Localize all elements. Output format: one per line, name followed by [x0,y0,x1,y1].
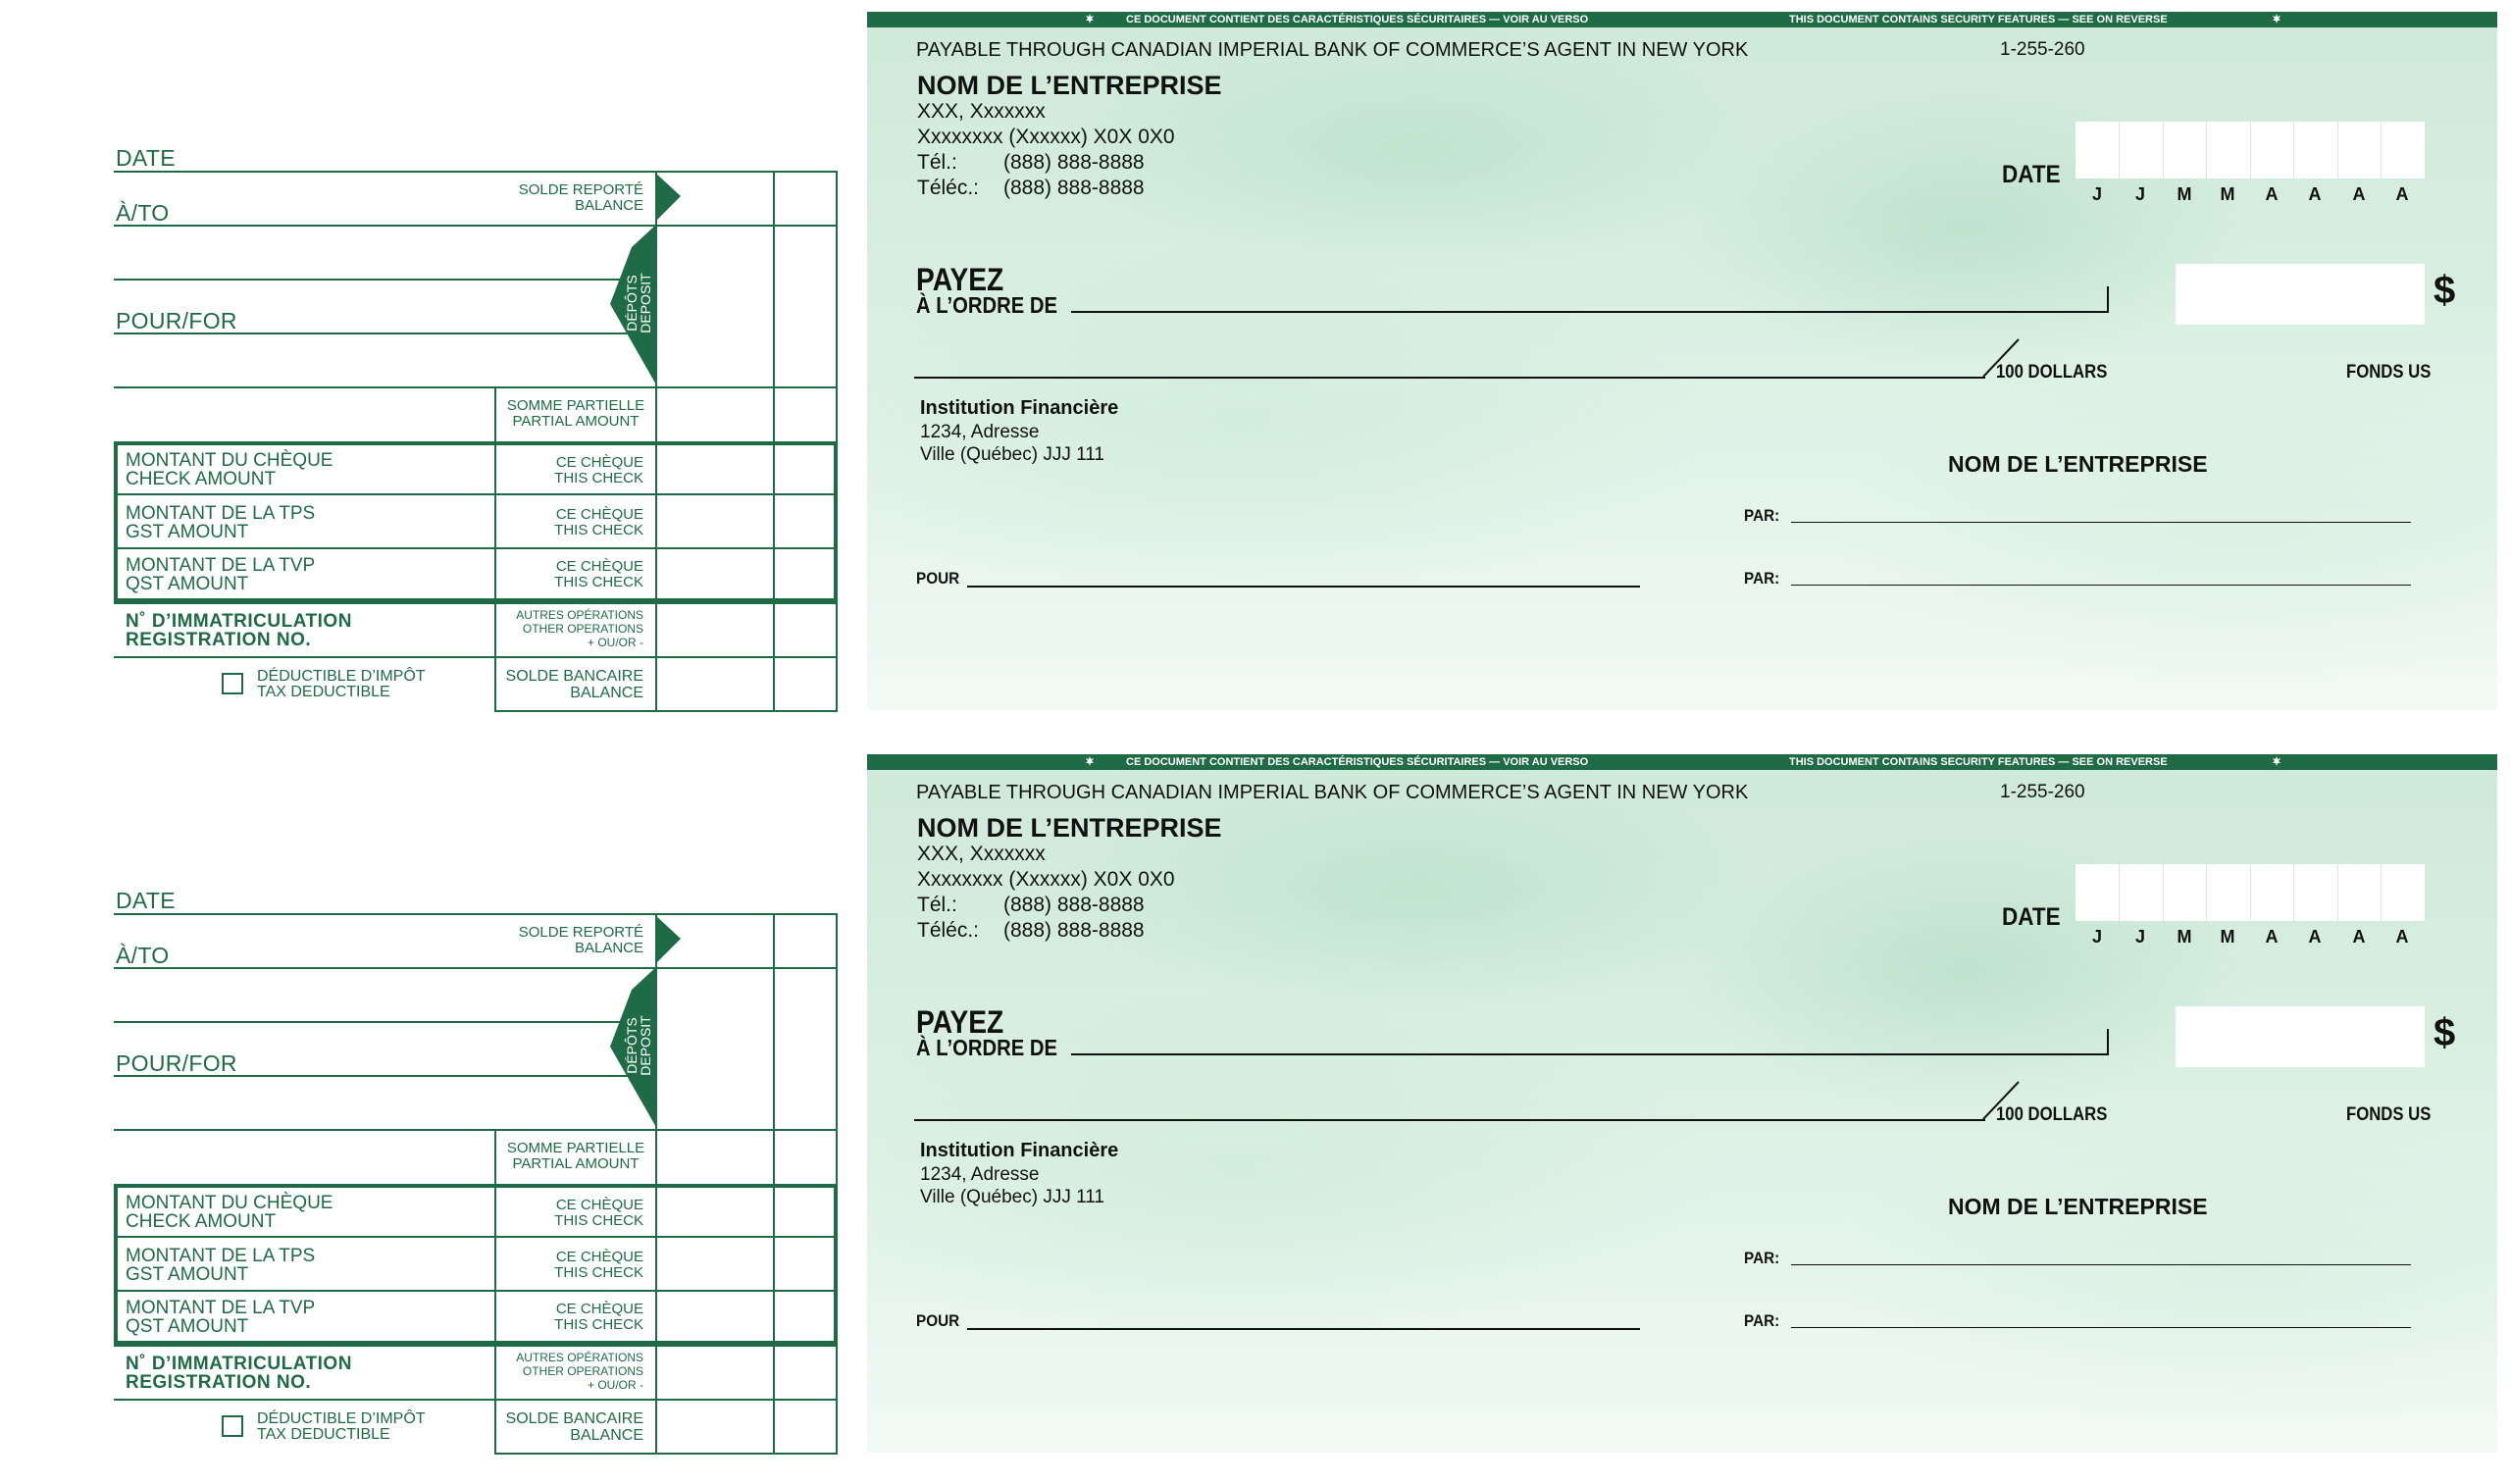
tax-row-divider-1 [114,1236,838,1238]
tax-row-divider-2 [114,547,838,549]
check-amount-label: MONTANT DU CHÈQUE CHECK AMOUNT [126,450,333,489]
memo-label: POUR [916,1311,960,1330]
signature-company-name: NOM DE L’ENTREPRISE [1948,1194,2208,1219]
payee-line[interactable] [1071,311,2109,313]
stub-bottom-line [494,1453,838,1455]
company-address-line1: XXX, Xxxxxxx [917,843,1046,865]
order-label: À L’ORDRE DE [916,1035,1057,1060]
qst-amount-label: MONTANT DE LA TVP QST AMOUNT [126,555,316,594]
date-format-char: M [2177,927,2192,947]
date-format-char: J [2134,184,2145,204]
date-format-char: M [2220,927,2235,947]
stub-date-label: DATE [116,145,176,171]
payable-through-text: PAYABLE THROUGH CANADIAN IMPERIAL BANK OF COMMERCE’S AGENT IN NEW YORK [916,39,1749,61]
company-tel-value: (888) 888-8888 [1003,151,1145,174]
amount-field[interactable] [2176,1006,2425,1067]
company-name: NOM DE L’ENTREPRISE [917,71,1222,100]
security-text-en: THIS DOCUMENT CONTAINS SECURITY FEATURES — SEE ON REVERSE [1789,756,2168,768]
stub-for-line-2 [114,1129,836,1131]
balance-forward-label: SOLDE REPORTÉ BALANCE [518,181,643,214]
tax-deductible-checkbox[interactable] [222,1415,243,1437]
payable-through-text: PAYABLE THROUGH CANADIAN IMPERIAL BANK OF COMMERCE’S AGENT IN NEW YORK [916,782,1749,803]
date-label: DATE [2002,161,2061,188]
signature-company-name: NOM DE L’ENTREPRISE [1948,451,2208,477]
stub-to-line-2 [114,279,655,281]
cheque-stub [0,0,863,742]
registration-label: N˚ D’IMMATRICULATION REGISTRATION NO. [126,1354,352,1393]
tax-deductible-label: DÉDUCTIBLE D’IMPÔT TAX DEDUCTIBLE [257,1410,426,1443]
maple-leaf-icon [2272,756,2281,766]
signature-line-2[interactable] [1791,1327,2411,1328]
stub-bottom-line [494,710,838,712]
check-amount-label: MONTANT DU CHÈQUE CHECK AMOUNT [126,1193,333,1232]
cheque-stub [0,742,863,1484]
deposit-label: DÉPÔTS DEPOSIT [624,273,653,333]
funds-label: FONDS US [2346,1104,2432,1125]
stub-to-label: À/TO [116,943,170,968]
gst-amount-label: MONTANT DE LA TPS GST AMOUNT [126,503,316,542]
institution-address-line1: 1234, Adresse [920,1164,1040,1185]
date-format-char: A [2265,184,2279,204]
hundred-dollars-label: 100 DOLLARS [1996,1104,2108,1125]
other-operations-label: AUTRES OPÉRATIONS OTHER OPERATIONS + OU/OR - [516,1351,643,1392]
check-amount-col-label: CE CHÈQUE THIS CHECK [554,1197,643,1229]
stub-for-line [114,1075,655,1077]
stub-to-line-2 [114,1021,655,1023]
security-text-fr: CE DOCUMENT CONTIENT DES CARACTÉRISTIQUES SÉCURITAIRES — VOIR AU VERSO [1126,756,1589,768]
registration-label: N˚ D’IMMATRICULATION REGISTRATION NO. [126,611,352,650]
gst-amount-label: MONTANT DE LA TPS GST AMOUNT [126,1246,316,1285]
security-text-en: THIS DOCUMENT CONTAINS SECURITY FEATURES — SEE ON REVERSE [1789,14,2168,26]
cheque-set-2 [0,742,2511,1484]
institution-address-line1: 1234, Adresse [920,422,1040,442]
stub-to-line [114,225,836,227]
company-name: NOM DE L’ENTREPRISE [917,813,1222,843]
company-fax-label: Téléc.: [917,919,980,942]
date-format-char: A [2265,927,2279,947]
date-field[interactable] [2075,122,2425,179]
memo-line[interactable] [967,1328,1640,1330]
signature-label-2: PAR: [1744,1311,1780,1330]
company-fax-value: (888) 888-8888 [1003,177,1145,199]
date-format-char: A [2352,927,2366,947]
date-format-char: A [2395,927,2409,947]
hundred-dollars-label: 100 DOLLARS [1996,362,2108,383]
stub-date-label: DATE [116,888,176,913]
cheque [867,754,2497,1453]
payee-line-end [2107,286,2109,313]
company-address-line2: Xxxxxxxx (Xxxxxx) X0X 0X0 [917,868,1175,891]
signature-line-2[interactable] [1791,585,2411,586]
stub-to-label: À/TO [116,200,170,226]
tax-row-divider-2 [114,1290,838,1292]
date-format-char: A [2308,184,2322,204]
gst-amount-col-label: CE CHÈQUE THIS CHECK [554,1249,643,1281]
institution-name: Institution Financière [920,397,1119,419]
bank-balance-label: SOLDE BANCAIRE BALANCE [505,1410,643,1444]
security-band [867,754,2497,770]
stub-for-label: POUR/FOR [116,308,237,333]
company-fax-label: Téléc.: [917,177,980,199]
pay-label: PAYEZ [916,1004,1004,1040]
security-text-fr: CE DOCUMENT CONTIENT DES CARACTÉRISTIQUES SÉCURITAIRES — VOIR AU VERSO [1126,14,1589,26]
check-amount-col-label: CE CHÈQUE THIS CHECK [554,454,643,486]
tax-deductible-label: DÉDUCTIBLE D’IMPÔT TAX DEDUCTIBLE [257,668,426,700]
partial-amount-label: SOMME PARTIELLE PARTIAL AMOUNT [506,1140,645,1172]
date-format-char: J [2091,927,2102,947]
institution-address-line2: Ville (Québec) JJJ 111 [920,444,1104,465]
signature-line-1[interactable] [1791,1264,2411,1265]
maple-leaf-icon [1085,756,1095,766]
date-format-char: M [2220,184,2235,204]
bank-balance-label: SOLDE BANCAIRE BALANCE [505,668,643,701]
balance-forward-label: SOLDE REPORTÉ BALANCE [518,924,643,956]
registration-bottom-line [114,656,838,658]
date-format-char: J [2134,927,2145,947]
date-format-char: M [2177,184,2192,204]
date-format-char: A [2395,184,2409,204]
memo-label: POUR [916,569,960,588]
amount-field[interactable] [2176,264,2425,325]
memo-line[interactable] [967,586,1640,588]
signature-label-2: PAR: [1744,569,1780,588]
stub-for-label: POUR/FOR [116,1050,237,1076]
payee-line[interactable] [1071,1053,2109,1055]
other-operations-label: AUTRES OPÉRATIONS OTHER OPERATIONS + OU/OR - [516,608,643,649]
company-address-line1: XXX, Xxxxxxx [917,100,1046,123]
institution-address-line2: Ville (Québec) JJJ 111 [920,1187,1104,1207]
date-format-char: A [2352,184,2366,204]
company-fax-value: (888) 888-8888 [1003,919,1145,942]
gst-amount-col-label: CE CHÈQUE THIS CHECK [554,506,643,538]
signature-label-1: PAR: [1744,506,1780,525]
stub-to-line [114,967,836,969]
amount-words-line[interactable] [914,1119,1985,1121]
date-format-char: A [2308,927,2322,947]
pay-label: PAYEZ [916,262,1004,297]
qst-amount-col-label: CE CHÈQUE THIS CHECK [554,1301,643,1333]
registration-bottom-line [114,1399,838,1401]
company-tel-label: Tél.: [917,894,957,916]
maple-leaf-icon [2272,14,2281,24]
transit-number: 1-255-260 [2000,782,2085,802]
registration-top-line [114,602,838,604]
stub-date-line [114,171,836,173]
currency-symbol: $ [2434,269,2456,312]
cheque [867,12,2497,710]
deposit-label: DÉPÔTS DEPOSIT [624,1015,653,1076]
maple-leaf-icon [1085,14,1095,24]
currency-symbol: $ [2434,1011,2456,1054]
payee-line-end [2107,1029,2109,1055]
date-field[interactable] [2075,864,2425,921]
stub-for-line-2 [114,386,836,388]
signature-label-1: PAR: [1744,1249,1780,1267]
stub-for-line [114,333,655,334]
registration-top-line [114,1345,838,1347]
tax-row-divider-1 [114,493,838,495]
qst-amount-col-label: CE CHÈQUE THIS CHECK [554,558,643,590]
stub-date-line [114,913,836,915]
signature-line-1[interactable] [1791,522,2411,523]
date-format-char: J [2091,184,2102,204]
company-tel-label: Tél.: [917,151,957,174]
date-label: DATE [2002,903,2061,931]
company-tel-value: (888) 888-8888 [1003,894,1145,916]
company-address-line2: Xxxxxxxx (Xxxxxx) X0X 0X0 [917,126,1175,148]
security-band [867,12,2497,27]
amount-words-line[interactable] [914,377,1985,379]
order-label: À L’ORDRE DE [916,292,1057,318]
transit-number: 1-255-260 [2000,39,2085,60]
partial-amount-label: SOMME PARTIELLE PARTIAL AMOUNT [506,397,645,430]
institution-name: Institution Financière [920,1140,1119,1161]
funds-label: FONDS US [2346,362,2432,383]
qst-amount-label: MONTANT DE LA TVP QST AMOUNT [126,1298,316,1337]
tax-deductible-checkbox[interactable] [222,673,243,694]
